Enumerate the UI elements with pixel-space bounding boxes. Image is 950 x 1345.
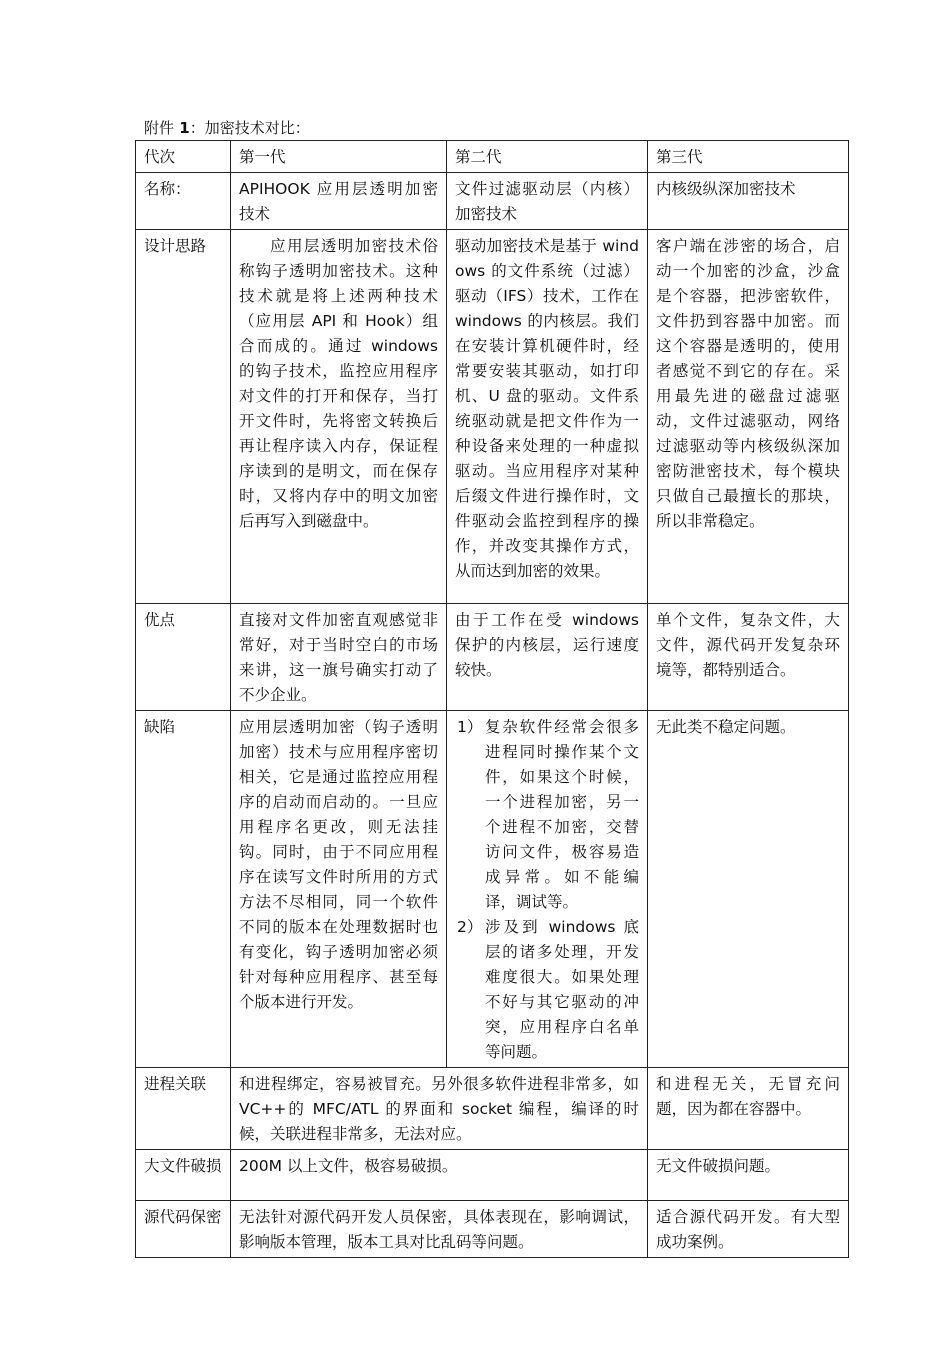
cell-name-gen3: 内核级纵深加密技术 bbox=[648, 173, 849, 230]
list-item-number: 2） bbox=[457, 918, 483, 936]
table-row-source bbox=[136, 1201, 849, 1258]
title-prefix: 附件 bbox=[144, 119, 175, 137]
title-number: 1 bbox=[174, 119, 190, 137]
row-label-advantages: 优点 bbox=[136, 604, 231, 711]
title-suffix: ：加密技术对比： bbox=[189, 119, 310, 137]
table-row-name bbox=[136, 173, 849, 230]
table-row-defects bbox=[136, 711, 849, 1068]
table-row-advantages bbox=[136, 604, 849, 711]
header-row bbox=[136, 141, 849, 173]
cell-design-gen3: 客户端在涉密的场合，启动一个加密的沙盒，沙盒是个容器，把涉密软件，文件扔到容器中加密。而这个容器是透明的，使用者感觉不到它的存在。采用最先进的磁盘过滤驱动，文件过滤驱动，网络过滤驱动等内核级纵深加密防泄密技术，每个模块只做自己最擅长的那块，所以非常稳定。 bbox=[648, 230, 849, 604]
cell-name-gen1: APIHOOK 应用层透明加密技术 bbox=[231, 173, 447, 230]
cell-advantages-gen2: 由于工作在受 windows 保护的内核层，运行速度较快。 bbox=[447, 604, 648, 711]
list-item-text: 涉及到 windows 底层的诸多处理，开发难度很大。如果处理不好与其它驱动的冲突，应用程序白名单等问题。 bbox=[485, 918, 639, 1061]
cell-design-gen2: 驱动加密技术是基于 windows 的文件系统（过滤）驱动（IFS）技术，工作在 windows 的内核层。我们在安装计算机硬件时，经常要安装其驱动，如打印机、U 盘的驱动。文件系统驱动就是把文件作为一种设备来处理的一种虚拟驱动。当应用程序对某种后缀文件进行操作时，文件驱动会监控到程序的操作，并改变其操作方式，从而达到加密的效果。 bbox=[447, 230, 648, 604]
list-item-text: 复杂软件经常会很多进程同时操作某个文件，如果这个时候，一个进程加密，另一个进程不加密，交替访问文件，极容易造成异常。如不能编译，调试等。 bbox=[485, 718, 639, 911]
table-row-process bbox=[136, 1068, 849, 1150]
cell-source-gen12: 无法针对源代码开发人员保密，具体表现在，影响调试，影响版本管理，版本工具对比乱码等问题。 bbox=[231, 1201, 648, 1258]
row-label-source: 源代码保密 bbox=[136, 1201, 231, 1258]
table-row-bigfile bbox=[136, 1150, 849, 1201]
row-label-design: 设计思路 bbox=[136, 230, 231, 604]
cell-bigfile-gen3: 无文件破损问题。 bbox=[648, 1150, 849, 1201]
cell-bigfile-gen12: 200M 以上文件，极容易破损。 bbox=[231, 1150, 648, 1201]
cell-design-gen1: 应用层透明加密技术俗称钩子透明加密技术。这种技术就是将上述两种技术（应用层 API 和 Hook）组合而成的。通过 windows 的钩子技术，监控应用程序对文件的打开和保存，当打开文件时，先将密文转换后再让程序读入内存，保证程序读到的是明文，而在保存时，又将内存中的明文加密后再写入到磁盘中。 bbox=[231, 230, 447, 604]
cell-source-gen3: 适合源代码开发。有大型成功案例。 bbox=[648, 1201, 849, 1258]
cell-defects-gen3: 无此类不稳定问题。 bbox=[648, 711, 849, 1068]
row-label-process: 进程关联 bbox=[136, 1068, 231, 1150]
cell-process-gen12: 和进程绑定，容易被冒充。另外很多软件进程非常多，如 VC++的 MFC/ATL 的界面和 socket 编程，编译的时候，关联进程非常多，无法对应。 bbox=[231, 1068, 648, 1150]
cell-advantages-gen3: 单个文件，复杂文件，大文件，源代码开发复杂环境等，都特别适合。 bbox=[648, 604, 849, 711]
header-cell-gen2: 第二代 bbox=[447, 141, 648, 173]
header-cell-gen1: 第一代 bbox=[231, 141, 447, 173]
cell-defects-gen1: 应用层透明加密（钩子透明加密）技术与应用程序密切相关，它是通过监控应用程序的启动而启动的。一旦应用程序名更改，则无法挂钩。同时，由于不同应用程序在读写文件时所用的方式方法不尽相同，同一个软件不同的版本在处理数据时也有变化，钩子透明加密必须针对每种应用程序、甚至每个版本进行开发。 bbox=[231, 711, 447, 1068]
row-label-bigfile: 大文件破损 bbox=[136, 1150, 231, 1201]
cell-process-gen3: 和进程无关，无冒充问题，因为都在容器中。 bbox=[648, 1068, 849, 1150]
header-cell-gen3: 第三代 bbox=[648, 141, 849, 173]
row-label-name: 名称： bbox=[136, 173, 231, 230]
list-item bbox=[455, 915, 639, 1065]
comparison-table bbox=[135, 140, 849, 1258]
cell-defects-gen2 bbox=[447, 711, 648, 1068]
cell-advantages-gen1: 直接对文件加密直观感觉非常好，对于当时空白的市场来讲，这一旗号确实打动了不少企业。 bbox=[231, 604, 447, 711]
row-label-defects: 缺陷 bbox=[136, 711, 231, 1068]
page-title bbox=[144, 117, 310, 139]
header-cell-generation: 代次 bbox=[136, 141, 231, 173]
cell-name-gen2: 文件过滤驱动层（内核）加密技术 bbox=[447, 173, 648, 230]
list-item bbox=[455, 715, 639, 915]
list-item-number: 1） bbox=[457, 718, 483, 736]
table-row-design bbox=[136, 230, 849, 604]
defects-list bbox=[455, 715, 639, 1065]
